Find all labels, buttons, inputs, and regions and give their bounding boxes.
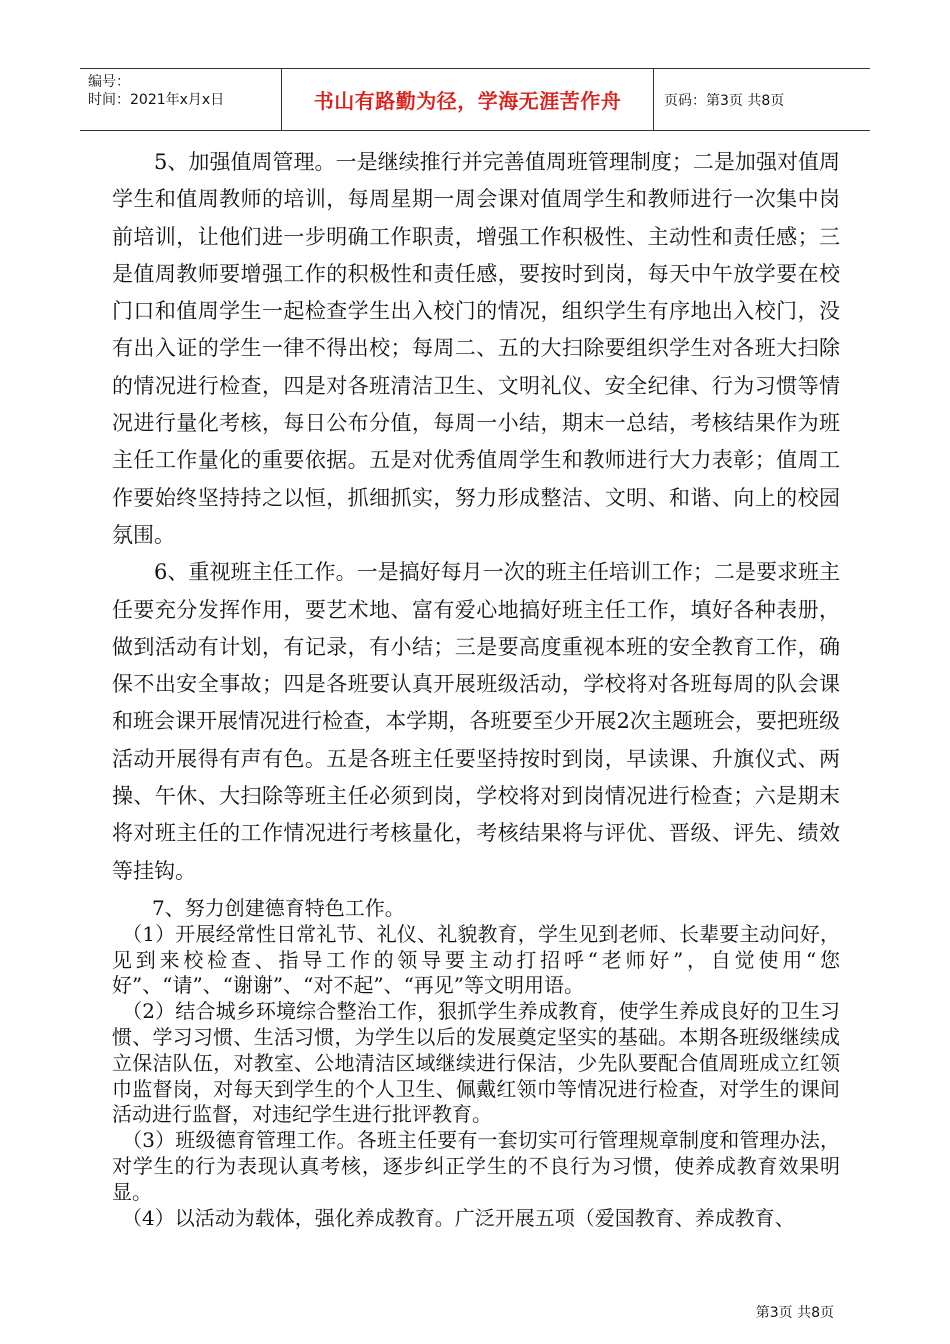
page-footer: 第3页 共8页: [755, 1305, 834, 1321]
page-header: [80, 68, 870, 131]
document-date: 时间：2021年x月x日: [88, 92, 225, 108]
paragraph-item-4: （4）以活动为载体，强化养成教育。广泛开展五项（爱国教育、养成教育、: [112, 1205, 795, 1230]
paragraph-item-3: （3）班级德育管理工作。各班主任要有一套切实可行管理规章制度和管理办法，对学生的行为表现认真考核，逐步纠正学生的不良行为习惯，使养成教育效果明显。: [112, 1128, 840, 1204]
header-motto: 书山有路勤为径，学海无涯苦作舟: [282, 69, 654, 130]
paragraph-moral-education: 7、努力创建德育特色工作。: [112, 895, 405, 920]
paragraph-item-1: （1）开展经常性日常礼节、礼仪、礼貌教育，学生见到老师、长辈要主动问好，见到来校检查、指导工作的领导要主动打招呼“老师好”，自觉使用“您好”、“请”、“谢谢”、“对不起”、“再见”等文明用语。: [112, 921, 840, 998]
paragraph-duty-week: 5、加强值周管理。一是继续推行并完善值周班管理制度；二是加强对值周学生和值周教师的培训，每周星期一周会课对值周学生和教师进行一次集中岗前培训，让他们进一步明确工作职责，增强工作积极性、主动性和责任感；三是值周教师要增强工作的积极性和责任感，要按时到岗，每天中午放学要在校门口和值周学生一起检查学生出入校门的情况，组织学生有序地出入校门，没有出入证的学生一律不得出校；每周二、五的大扫除要组织学生对各班大扫除的情况进行检查，四是对各班清洁卫生、文明礼仪、安全纪律、行为习惯等情况进行量化考核，每日公布分值，每周一小结，期末一总结，考核结果作为班主任工作量化的重要依据。五是对优秀值周学生和教师进行大力表彰；值周工作要始终坚持持之以恒，抓细抓实，努力形成整洁、文明、和谐、向上的校园氛围。: [112, 150, 840, 547]
document-body: [112, 144, 840, 1231]
paragraph-item-2: （2）结合城乡环境综合整治工作，狠抓学生养成教育，使学生养成良好的卫生习惯、学习习惯、生活习惯，为学生以后的发展奠定坚实的基础。本期各班级继续成立保洁队伍，对教室、公地清洁区域继续进行保洁，少先队要配合值周班成立红领巾监督岗，对每天到学生的个人卫生、佩戴红领巾等情况进行检查，对学生的课间活动进行监督，对违纪学生进行批评教育。: [112, 999, 840, 1127]
document-number: 编号：: [88, 74, 130, 90]
header-page-number: 页码：第3页 共8页: [664, 92, 785, 109]
header-meta: [80, 69, 282, 130]
paragraph-head-teacher: 6、重视班主任工作。一是搞好每月一次的班主任培训工作；二是要求班主任要充分发挥作用，要艺术地、富有爱心地搞好班主任工作，填好各种表册，做到活动有计划，有记录，有小结；三是要高度重视本班的安全教育工作，确保不出安全事故；四是各班要认真开展班级活动，学校将对各班每周的队会课和班会课开展情况进行检查，本学期，各班要至少开展2次主题班会，要把班级活动开展得有声有色。五是各班主任要坚持按时到岗，早读课、升旗仪式、两操、午休、大扫除等班主任必须到岗，学校将对到岗情况进行检查；六是期末将对班主任的工作情况进行考核量化，考核结果将与评优、晋级、评先、绩效等挂钩。: [112, 560, 840, 883]
